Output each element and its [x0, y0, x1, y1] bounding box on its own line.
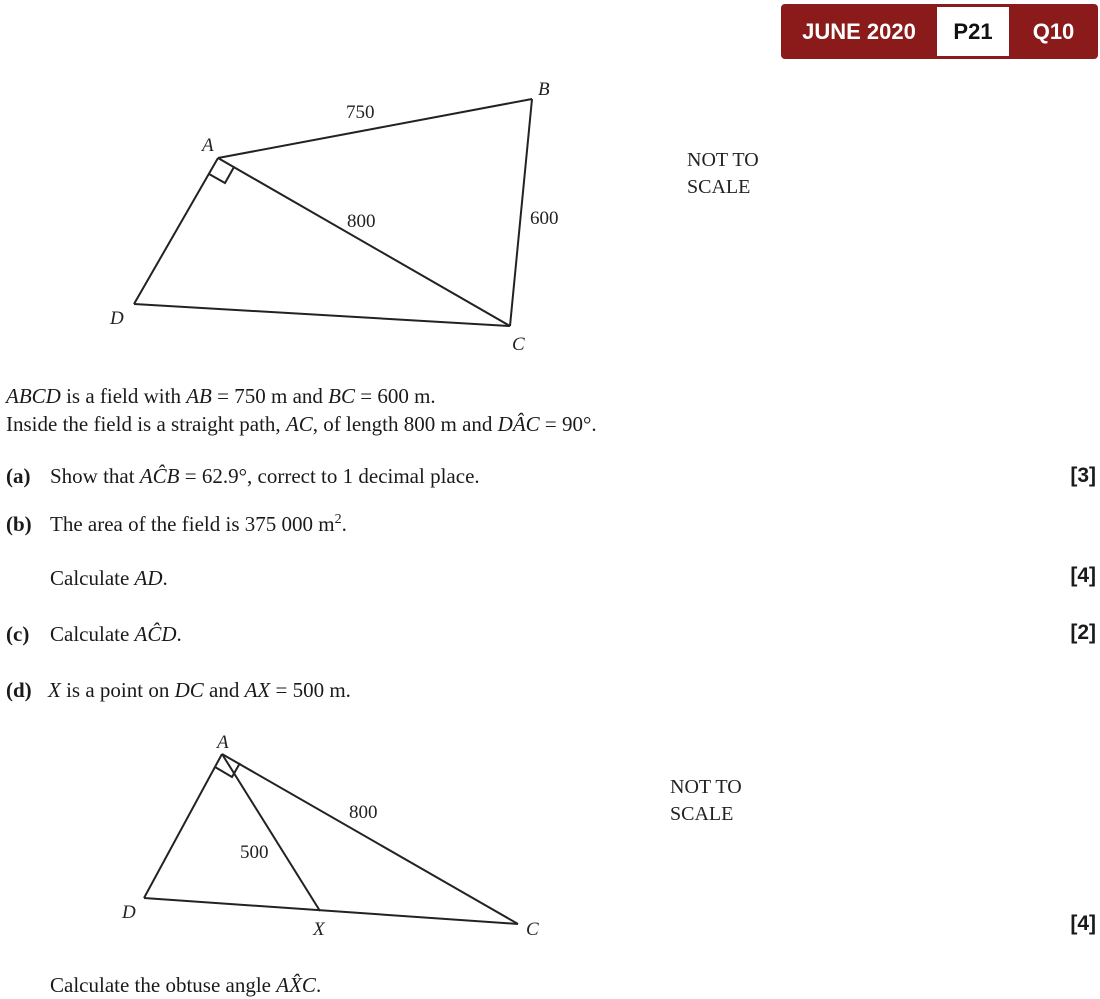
part-d-instruction: Calculate the obtuse angle AX̂C.: [50, 973, 322, 997]
length-ac2: 800: [349, 802, 378, 823]
vertex-label-a2: A: [217, 732, 229, 753]
part-d-marks: [4]: [1070, 912, 1096, 935]
part-b: (b) The area of the field is 375 000 $m^2$.: [6, 512, 347, 536]
part-a: (a) Show that AĈB = 62.9°, correct to 1 decimal place.: [6, 464, 480, 488]
length-ax: 500: [240, 842, 269, 863]
vertex-label-a: A: [202, 135, 214, 156]
length-ac: 800: [347, 211, 376, 232]
side-dc2: [144, 898, 518, 924]
part-c: (c) Calculate AĈD.: [6, 622, 182, 646]
side-da: [134, 158, 218, 304]
not-to-scale-2-line1: NOT TO: [670, 776, 742, 798]
vertex-label-c: C: [512, 334, 525, 355]
figure-abcd: [0, 70, 800, 360]
figure-adxc: [0, 725, 800, 945]
not-to-scale-line1: NOT TO: [687, 149, 759, 171]
part-d-label: (d): [6, 678, 32, 702]
side-da2: [144, 754, 222, 898]
paper-label: P21: [937, 4, 1009, 59]
intro-line-1: ABCD is a field with AB = 750 m and BC = 600 m.: [6, 384, 436, 408]
part-b-instruction: Calculate AD.: [50, 566, 168, 590]
segment-ax: [222, 754, 320, 911]
not-to-scale-line2: SCALE: [687, 176, 751, 198]
question-tag: [781, 4, 1098, 59]
vertex-label-b: B: [538, 79, 550, 100]
vertex-label-d2: D: [122, 902, 136, 923]
not-to-scale-2-line2: SCALE: [670, 803, 734, 825]
vertex-label-d: D: [110, 308, 124, 329]
part-a-marks: [3]: [1070, 464, 1096, 487]
intro-line-2: Inside the field is a straight path, AC, of length 800 m and DÂC = 90°.: [6, 412, 597, 436]
part-c-label: (c): [6, 622, 30, 646]
part-b-label: (b): [6, 512, 32, 536]
question-label: Q10: [1009, 4, 1098, 59]
vertex-label-c2: C: [526, 919, 539, 940]
side-ab: [218, 99, 532, 158]
path-ac: [218, 158, 510, 326]
session-label: JUNE 2020: [781, 4, 937, 59]
side-ac2: [222, 754, 518, 924]
part-a-label: (a): [6, 464, 31, 488]
vertex-label-x: X: [313, 919, 325, 940]
part-b-marks: [4]: [1070, 564, 1096, 587]
right-angle-mark: [209, 167, 234, 183]
side-bc: [510, 99, 532, 326]
side-cd: [134, 304, 510, 326]
length-bc: 600: [530, 208, 559, 229]
part-d: (d) X is a point on DC and AX = 500 m.: [6, 678, 351, 702]
part-c-marks: [2]: [1070, 621, 1096, 644]
right-angle-mark-2: [215, 763, 240, 777]
length-ab: 750: [346, 102, 375, 123]
